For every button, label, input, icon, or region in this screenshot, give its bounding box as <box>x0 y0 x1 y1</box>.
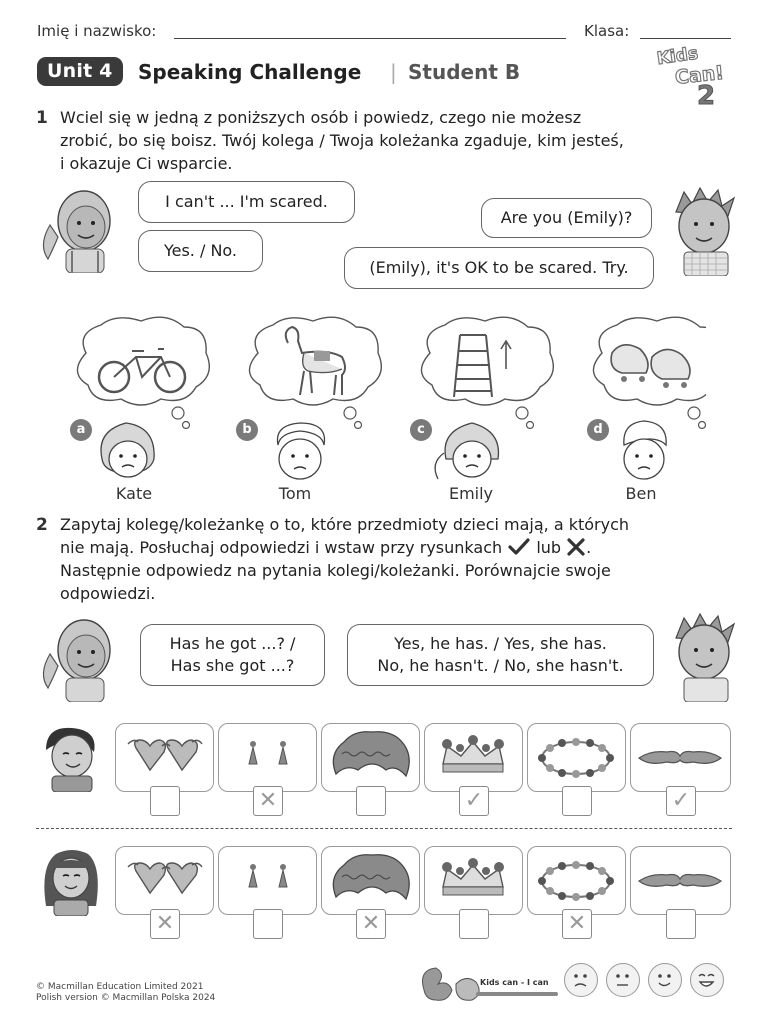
kid-name-tom: Tom <box>278 484 312 503</box>
task-1-instruction: Wciel się w jedną z poniższych osób i powiedz, czego nie możesz zrobić, bo się boisz. Twój kolega / Twoja koleżanka zgaduje, kim jesteś, i okazuje Ci wsparcie. <box>60 108 624 173</box>
item-card-hair <box>321 723 420 792</box>
kid-face-tom <box>277 423 324 479</box>
item-card-earrings <box>218 723 317 792</box>
task-2-instruction: Zapytaj kolegę/koleżankę o to, które przedmioty dzieci mają, a których nie mają. Posłuchaj odpowiedzi i wstaw przy rysunkach lub . Następnie odpowiedz na pytania kolegi/koleżanki. Porównajcie swoje odpowiedzi. <box>60 515 630 603</box>
thought-cloud-horse <box>249 317 381 428</box>
item-card-crown-2 <box>424 846 523 915</box>
checkbox-girl-necklace[interactable]: ✕ <box>562 909 592 939</box>
tick-icon <box>507 538 531 556</box>
copyright: © Macmillan Education Limited 2021 Polish version © Macmillan Polska 2024 <box>36 982 216 1003</box>
heart-sunglasses-icon <box>116 724 212 790</box>
moustache-icon <box>631 847 729 913</box>
crown-icon <box>425 724 521 790</box>
kids-can-logo <box>653 44 733 106</box>
checkbox-girl-hair[interactable]: ✕ <box>356 909 386 939</box>
svg-text:Kids: Kids <box>655 44 700 70</box>
thought-cloud-roller-skates <box>593 317 706 428</box>
curly-hair-icon <box>322 847 418 913</box>
face-happy-icon[interactable] <box>690 963 724 997</box>
girl-avatar <box>36 185 122 273</box>
checkbox-girl-crown[interactable] <box>459 909 489 939</box>
checkbox-girl-moustache[interactable] <box>666 909 696 939</box>
item-card-sunglasses <box>115 723 214 792</box>
item-card-hair-2 <box>321 846 420 915</box>
letter-c: c <box>410 419 432 441</box>
kids-can-label: Kids can - I can <box>480 978 549 987</box>
kid-name-kate: Kate <box>115 484 153 503</box>
item-card-crown <box>424 723 523 792</box>
item-card-moustache <box>630 723 731 792</box>
face-smile-icon[interactable] <box>648 963 682 997</box>
class-field[interactable] <box>640 38 731 39</box>
boy-avatar <box>664 186 744 276</box>
moustache-icon <box>631 724 729 790</box>
task-2-number: 2 <box>36 515 48 535</box>
kid-face-emily <box>435 423 498 479</box>
answer-bubble: Yes, he has. / Yes, she has. No, he hasn't. / No, she hasn't. <box>347 624 654 686</box>
letter-b: b <box>236 419 258 441</box>
checkbox-boy-moustache[interactable]: ✓ <box>666 786 696 816</box>
title-separator: | <box>390 60 397 84</box>
crown-icon <box>425 847 521 913</box>
boy-portrait <box>36 724 106 792</box>
row-divider <box>36 828 732 829</box>
thought-cloud-climbing-frame <box>421 317 553 428</box>
heart-sunglasses-icon <box>116 847 212 913</box>
svg-text:Can!: Can! <box>673 61 725 89</box>
question-bubble: Has he got ...? / Has she got ...? <box>140 624 325 686</box>
earrings-icon <box>219 847 315 913</box>
item-card-necklace-2 <box>527 846 626 915</box>
item-card-earrings-2 <box>218 846 317 915</box>
checkbox-boy-earrings[interactable]: ✕ <box>253 786 283 816</box>
item-card-moustache-2 <box>630 846 731 915</box>
name-field[interactable] <box>174 38 566 39</box>
checkbox-boy-hair[interactable] <box>356 786 386 816</box>
face-neutral-icon[interactable] <box>606 963 640 997</box>
kid-face-ben <box>624 421 666 479</box>
name-label: Imię i nazwisko: <box>37 22 157 40</box>
girl-avatar-2 <box>36 614 122 702</box>
kid-face-kate <box>101 423 154 477</box>
checkbox-boy-sunglasses[interactable] <box>150 786 180 816</box>
kid-name-emily: Emily <box>448 484 494 503</box>
kids-scared-row <box>66 313 706 513</box>
item-card-necklace <box>527 723 626 792</box>
letter-a: a <box>70 419 92 441</box>
face-unsure-icon[interactable] <box>564 963 598 997</box>
kid-name-ben: Ben <box>625 484 657 503</box>
checkbox-boy-necklace[interactable] <box>562 786 592 816</box>
boy-bubble-2: (Emily), it's OK to be scared. Try. <box>344 247 654 289</box>
class-label: Klasa: <box>584 22 630 40</box>
cross-icon <box>566 538 586 556</box>
girl-portrait <box>36 846 106 916</box>
girl-bubble-2: Yes. / No. <box>138 230 263 272</box>
girl-bubble-1: I can't ... I'm scared. <box>138 181 355 223</box>
thought-cloud-bicycle <box>77 317 209 428</box>
svg-text:2: 2 <box>697 81 716 106</box>
boy-avatar-2 <box>664 612 744 702</box>
student-label: Student B <box>408 60 521 84</box>
unit-badge: Unit 4 <box>37 57 123 86</box>
checkbox-girl-earrings[interactable] <box>253 909 283 939</box>
necklace-icon <box>528 847 624 913</box>
item-card-sunglasses-2 <box>115 846 214 915</box>
curly-hair-icon <box>322 724 418 790</box>
earrings-icon <box>219 724 315 790</box>
task-1-number: 1 <box>36 108 48 128</box>
checkbox-boy-crown[interactable]: ✓ <box>459 786 489 816</box>
boy-bubble-1: Are you (Emily)? <box>481 198 652 238</box>
page-title: Speaking Challenge <box>138 60 362 84</box>
checkbox-girl-sunglasses[interactable]: ✕ <box>150 909 180 939</box>
letter-d: d <box>587 419 609 441</box>
necklace-icon <box>528 724 624 790</box>
